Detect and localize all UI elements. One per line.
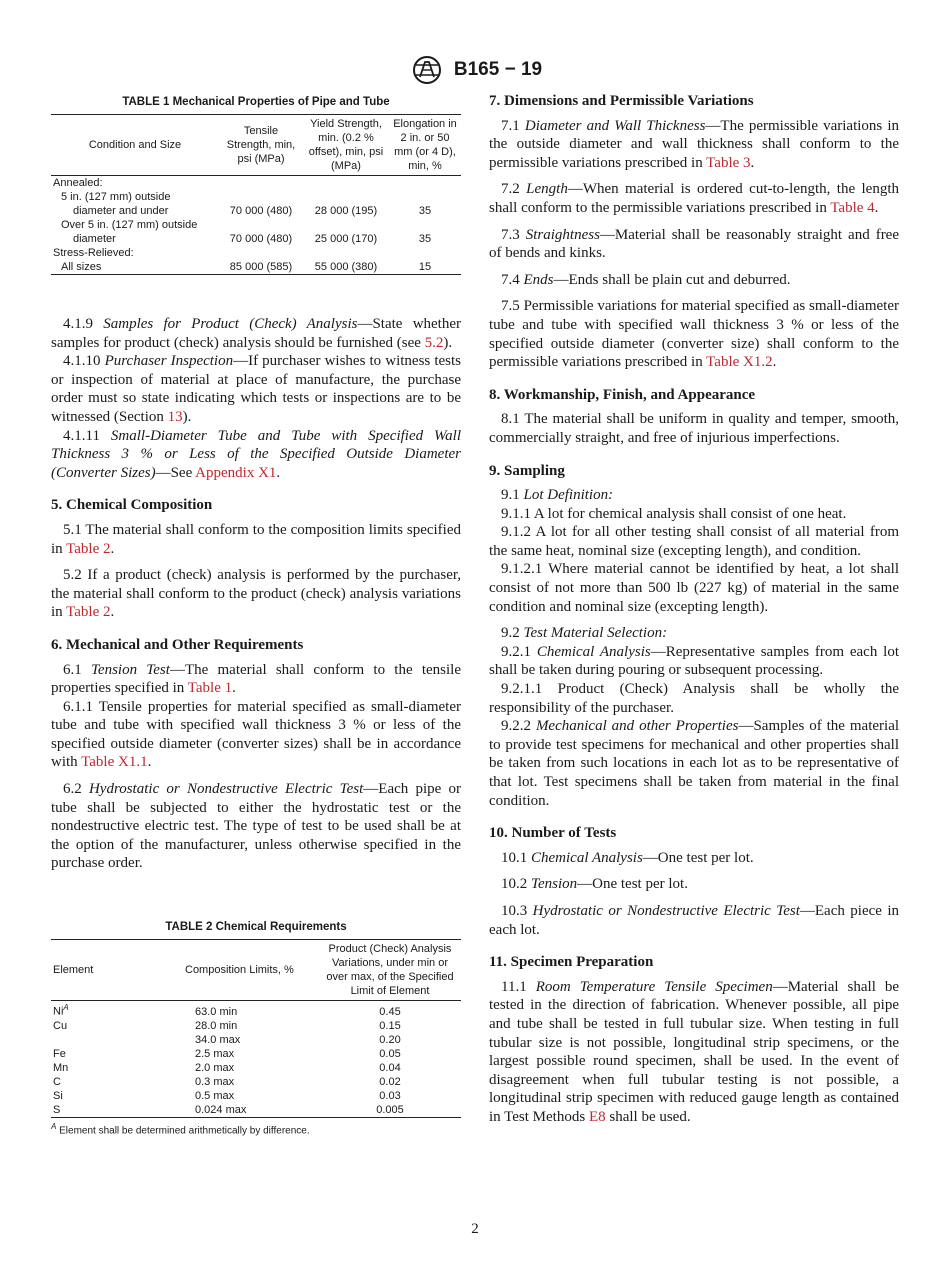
table1-cell-yield xyxy=(303,218,389,232)
table2-cell-variation: 0.20 xyxy=(379,1033,401,1046)
table1-cell-elongation: 35 xyxy=(418,233,432,245)
table1-title: TABLE 1 Mechanical Properties of Pipe and Tube xyxy=(122,96,390,108)
para-4-1-9: 4.1.9 Samples for Product (Check) Analysis—State whether samples for product (check) analysis should be furnished (see 5.2). xyxy=(51,316,462,351)
table1-row xyxy=(51,190,461,204)
link-table-3[interactable]: Table 3 xyxy=(706,154,751,171)
para-4-1-11: 4.1.11 Small-Diameter Tube and Tube with Specified Wall Thickness 3 % or Less of the Specified Outside Diameter (Converter Sizes)—See Appendix X1. xyxy=(51,427,462,481)
table2-header-variations: Product (Check) Analysis Variations, under min or over max, of the Specified Limit of Element xyxy=(326,943,454,998)
table1-row xyxy=(51,232,461,246)
table1-cell-elongation xyxy=(389,218,461,232)
link-section-13[interactable]: 13 xyxy=(167,408,183,425)
para-8-1: 8.1 The material shall be uniform in quality and temper, smooth, commercially straight, and free of injurious imperfections. xyxy=(489,411,899,446)
table2-header-composition: Composition Limits, % xyxy=(185,964,294,977)
table1 xyxy=(51,114,461,275)
para-9-2: 9.2 Test Material Selection: xyxy=(501,625,668,642)
para-7-5: 7.5 Permissible variations for material specified as small-diameter tube and tube with specified wall thickness 3 % or less of the specified outside diameter (converter size) shall conform to the permissible variations prescribed in Table X1.2. xyxy=(489,298,899,371)
heading-section-6: 6. Mechanical and Other Requirements xyxy=(51,636,304,653)
page-number: 2 xyxy=(471,1221,479,1237)
table1-cell-elongation xyxy=(389,176,461,191)
para-9-1-2: 9.1.2 A lot for all other testing shall consist of all material from the same heat, nominal size (excepting length), and condition. xyxy=(489,524,899,559)
para-9-1: 9.1 Lot Definition: xyxy=(501,487,614,504)
table2-row xyxy=(51,1103,461,1118)
table2-cell-element: Cu xyxy=(53,1019,68,1032)
table1-cell-condition: Stress-Relieved: xyxy=(53,247,134,259)
para-9-1-2-1: 9.1.2.1 Where material cannot be identified by heat, a lot shall consist of not more than 500 lb (227 kg) of material in the same condition and nominal size (excepting length). xyxy=(489,561,899,615)
para-6-1: 6.1 Tension Test—The material shall conform to the tensile properties specified in Table 1. xyxy=(51,661,461,697)
heading-section-5: 5. Chemical Composition xyxy=(51,497,213,514)
link-appendix-x1[interactable]: Appendix X1 xyxy=(195,464,277,481)
para-10-1: 10.1 Chemical Analysis—One test per lot. xyxy=(501,849,754,866)
table2-cell-element: S xyxy=(53,1103,61,1116)
para-4-1-10: 4.1.10 Purchaser Inspection—If purchaser wishes to witness tests or inspection of material at place of manufacture, the purchase order must so state indicating which tests or inspections are to be witnessed (Section 13). xyxy=(51,353,462,425)
table1-cell-tensile: 85 000 (585) xyxy=(229,261,293,273)
para-6-1-1: 6.1.1 Tensile properties for material specified as small-diameter tube and tube with specified wall thickness 3 % or less of the specified outside diameter (converter sizes) shall be in accordance with Table X1.1. xyxy=(51,698,461,771)
link-table-2[interactable]: Table 2 xyxy=(66,540,111,557)
table2-row xyxy=(51,1047,461,1061)
heading-section-11: 11. Specimen Preparation xyxy=(489,954,654,971)
table1-cell-condition: 5 in. (127 mm) outside xyxy=(61,191,171,203)
heading-section-9: 9. Sampling xyxy=(489,462,565,479)
table2-footnote: $^A$ Element shall be determined arithmetically by difference. xyxy=(51,1121,310,1137)
table2-cell-element: C xyxy=(53,1075,61,1088)
table2-cell-composition: 63.0 min xyxy=(195,1005,238,1018)
document-designation: B165 − 19 xyxy=(453,59,543,80)
table2-cell-composition: 0.024 max xyxy=(195,1103,247,1116)
table1-header-row xyxy=(51,115,461,176)
left-column xyxy=(51,92,461,1136)
table2-cell-composition: 28.0 min xyxy=(195,1019,238,1032)
table1-cell-tensile xyxy=(219,190,303,204)
link-5-2[interactable]: 5.2 xyxy=(424,334,444,351)
table2-cell-variation: 0.03 xyxy=(379,1089,401,1102)
table1-cell-tensile xyxy=(219,246,303,260)
para-7-2: 7.2 Length—When material is ordered cut-to-length, the length shall conform to the permissible variations prescribed in Table 4. xyxy=(489,181,900,216)
table1-cell-yield: 28 000 (195) xyxy=(314,205,378,217)
table1-cell-elongation: 15 xyxy=(418,261,432,273)
table1-cell-yield: 55 000 (380) xyxy=(314,261,378,273)
link-table-x1-2[interactable]: Table X1.2 xyxy=(706,354,773,371)
table2-cell-element: Fe xyxy=(53,1047,66,1060)
table2-cell-variation: 0.02 xyxy=(379,1075,401,1088)
para-5-1: 5.1 The material shall conform to the composition limits specified in Table 2. xyxy=(51,521,461,557)
para-9-2-1: 9.2.1 Chemical Analysis—Representative samples from each lot shall be taken during pouring or subsequent processing. xyxy=(489,643,900,679)
table2 xyxy=(51,939,461,1118)
table1-row xyxy=(51,218,461,232)
table2-row xyxy=(51,1075,461,1089)
right-column xyxy=(489,92,899,1127)
para-9-1-1: 9.1.1 A lot for chemical analysis shall consist of one heat. xyxy=(501,505,847,522)
table2-cell-element xyxy=(51,1033,183,1047)
link-e8[interactable]: E8 xyxy=(588,1108,606,1125)
table2-cell-element: $Ni^A$ xyxy=(53,1003,69,1018)
table1-cell-elongation xyxy=(389,246,461,260)
table2-cell-element: Mn xyxy=(53,1061,69,1074)
table1-cell-condition: diameter xyxy=(73,233,116,245)
table1-cell-yield xyxy=(303,190,389,204)
para-5-2: 5.2 If a product (check) analysis is performed by the purchaser, the material shall conform to the product (check) analysis variations in Table 2. xyxy=(51,567,461,621)
table2-title: TABLE 2 Chemical Requirements xyxy=(165,921,347,934)
table1-cell-yield xyxy=(303,246,389,260)
para-7-3: 7.3 Straightness—Material shall be reasonably straight and free of bends and kinks. xyxy=(489,226,899,262)
link-table-1[interactable]: Table 1 xyxy=(187,680,233,697)
para-10-2: 10.2 Tension—One test per lot. xyxy=(501,876,688,893)
table1-cell-yield xyxy=(303,176,389,191)
para-6-2: 6.2 Hydrostatic or Nondestructive Electric Test—Each pipe or tube shall be subjected to either the hydrostatic test or the nondestructive electric test. The type of test to be used shall be at the option of the manufacturer, unless otherwise specified in the purchase order. xyxy=(51,781,461,872)
table2-cell-variation: 0.04 xyxy=(379,1061,401,1074)
table1-cell-tensile: 70 000 (480) xyxy=(229,205,293,217)
para-11-1: 11.1 Room Temperature Tensile Specimen—Material shall be tested in the direction of fabrication. Whenever possible, all pipe and tube shall be tested in full tubular size. When testing in full tubular size is not possible, longitudinal strip specimens, or the largest possible round specimen, shall be used. In the event of disagreement when full tubular testing is not possible, a longitudinal strip specimen with reduced gauge length as contained in Test Methods E8 shall be used. xyxy=(489,978,900,1125)
link-table-x1-1[interactable]: Table X1.1 xyxy=(81,754,148,771)
table2-header-element: Element xyxy=(53,964,94,977)
table2-row xyxy=(51,1089,461,1103)
astm-logo-icon xyxy=(408,55,446,85)
table2-cell-variation: 0.45 xyxy=(379,1005,401,1018)
table2-cell-composition: 2.0 max xyxy=(195,1061,235,1074)
table1-cell-tensile xyxy=(219,218,303,232)
link-table-4[interactable]: Table 4 xyxy=(830,199,875,216)
table2-cell-element: Si xyxy=(53,1089,63,1102)
table1-cell-yield: 25 000 (170) xyxy=(314,233,378,245)
table1-header-condition: Condition and Size xyxy=(88,139,182,151)
para-7-4: 7.4 Ends—Ends shall be plain cut and deburred. xyxy=(501,271,791,288)
table1-cell-condition: All sizes xyxy=(61,261,102,273)
table1-cell-condition: Over 5 in. (127 mm) outside xyxy=(61,219,198,231)
table2-row xyxy=(51,1001,461,1019)
table1-header-yield: Yield Strength, min. (0.2 % offset), min, psi (MPa) xyxy=(308,118,384,172)
table2-header-row xyxy=(51,940,461,1001)
para-9-2-1-1: 9.2.1.1 Product (Check) Analysis shall be wholly the responsibility of the purchaser. xyxy=(489,681,899,716)
table1-cell-condition: Annealed: xyxy=(53,177,103,189)
para-10-3: 10.3 Hydrostatic or Nondestructive Electric Test—Each piece in each lot. xyxy=(489,902,899,938)
table1-cell-elongation xyxy=(389,190,461,204)
table1-row xyxy=(51,176,461,191)
table1-row xyxy=(51,246,461,260)
heading-section-10: 10. Number of Tests xyxy=(489,825,617,842)
table2-cell-composition: 0.3 max xyxy=(195,1075,235,1088)
table1-cell-condition: diameter and under xyxy=(73,205,169,217)
table2-cell-composition: 0.5 max xyxy=(195,1089,235,1102)
table1-cell-elongation: 35 xyxy=(418,205,432,217)
heading-section-8: 8. Workmanship, Finish, and Appearance xyxy=(489,386,756,403)
table1-cell-tensile: 70 000 (480) xyxy=(229,233,293,245)
table1-header-elongation: Elongation in 2 in. or 50 mm (or 4 D), min, % xyxy=(393,118,457,172)
table2-row xyxy=(51,1061,461,1075)
para-9-2-2: 9.2.2 Mechanical and other Properties—Samples of the material to provide test specimens for mechanical and other properties shall be taken from such locations in each lot as to be representative of that lot. Test specimens shall be taken from material in the final condition. xyxy=(489,718,900,809)
table1-row xyxy=(51,204,461,218)
page-header xyxy=(0,55,950,85)
table2-row xyxy=(51,1019,461,1033)
table1-row xyxy=(51,260,461,275)
table2-cell-variation: 0.15 xyxy=(379,1019,401,1032)
table2-cell-variation: 0.005 xyxy=(376,1103,404,1116)
table1-header-tensile: Tensile Strength, min, psi (MPa) xyxy=(226,125,296,165)
table1-cell-tensile xyxy=(219,176,303,191)
table2-cell-variation: 0.05 xyxy=(379,1047,401,1060)
table2-row xyxy=(51,1033,461,1047)
heading-section-7: 7. Dimensions and Permissible Variations xyxy=(489,93,754,109)
table2-cell-composition: 34.0 max xyxy=(195,1033,241,1046)
para-7-1: 7.1 Diameter and Wall Thickness—The permissible variations in the outside diameter and wall thickness shall conform to the permissible variations prescribed in Table 3. xyxy=(489,117,900,171)
table2-cell-composition: 2.5 max xyxy=(195,1047,235,1060)
link-table-2[interactable]: Table 2 xyxy=(66,604,111,621)
